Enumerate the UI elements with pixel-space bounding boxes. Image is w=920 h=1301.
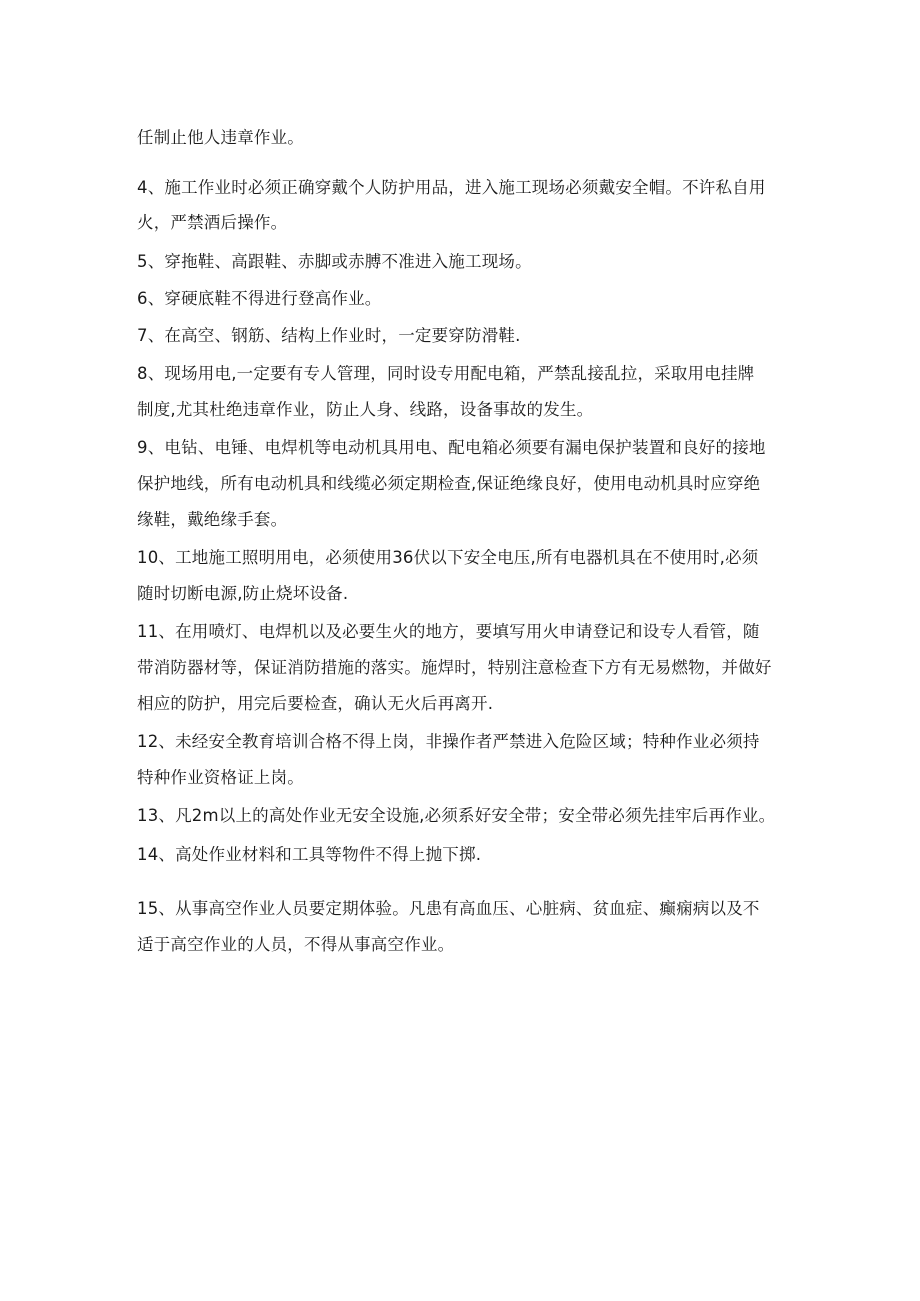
text-line: 7、在高空、钢筋、结构上作业时，一定要穿防滑鞋. [137, 326, 521, 345]
text-line: 任制止他人违章作业。 [137, 128, 304, 147]
text-line: 火，严禁酒后操作。 [137, 213, 288, 232]
text-line: 随时切断电源,防止烧坏设备. [137, 584, 349, 603]
text-line: 保护地线，所有电动机具和线缆必须定期检查,保证绝缘良好，使用电动机具时应穿绝 [137, 474, 761, 493]
text-line: 5、穿拖鞋、高跟鞋、赤脚或赤膊不准进入施工现场。 [137, 252, 532, 271]
text-line: 适于高空作业的人员，不得从事高空作业。 [137, 935, 455, 954]
text-line: 12、未经安全教育培训合格不得上岗，非操作者严禁进入危险区域；特种作业必须持 [137, 732, 760, 751]
text-line: 6、穿硬底鞋不得进行登高作业。 [137, 289, 382, 308]
text-line: 特种作业资格证上岗。 [137, 768, 304, 787]
text-line: 相应的防护，用完后要检查，确认无火后再离开. [137, 694, 494, 713]
text-line: 缘鞋，戴绝缘手套。 [137, 510, 288, 529]
text-line: 4、施工作业时必须正确穿戴个人防护用品，进入施工现场必须戴安全帽。不许私自用 [137, 178, 766, 197]
text-line: 15、从事高空作业人员要定期体验。凡患有高血压、心脏病、贫血症、癫痫病以及不 [137, 899, 760, 918]
text-line: 带消防器材等，保证消防措施的落实。施焊时，特别注意检查下方有无易燃物，并做好 [137, 658, 772, 677]
text-line: 10、工地施工照明用电，必须使用36伏以下安全电压,所有电器机具在不使用时,必须 [137, 548, 759, 567]
text-line: 11、在用喷灯、电焊机以及必要生火的地方，要填写用火申请登记和设专人看管，随 [137, 622, 760, 641]
text-line: 制度,尤其杜绝违章作业，防止人身、线路，设备事故的发生。 [137, 400, 594, 419]
text-line: 13、凡2m以上的高处作业无安全设施,必须系好安全带；安全带必须先挂牢后再作业。 [137, 806, 776, 825]
text-line: 8、现场用电,一定要有专人管理，同时设专用配电箱，严禁乱接乱拉，采取用电挂牌 [137, 364, 755, 383]
text-line: 9、电钻、电锤、电焊机等电动机具用电、配电箱必须要有漏电保护装置和良好的接地 [137, 438, 766, 457]
text-line: 14、高处作业材料和工具等物件不得上抛下掷. [137, 845, 482, 864]
